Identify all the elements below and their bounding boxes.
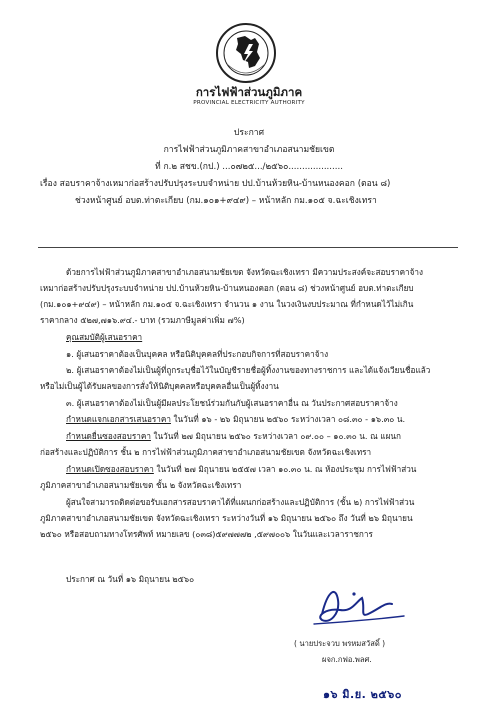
handwritten-date: ๑๖ มิ.ย. ๒๕๖๐ — [323, 688, 402, 701]
body-p1-line3: (กม.๑๐๑+๙๔๙) – หน้าหลัก กม.๑๐๕ จ.ฉะเชิงเทรา จำนวน ๑ งาน ในวงเงินงบประมาณ ที่กำหนดไว้ไม่เกิน — [40, 299, 414, 309]
docs-text: ในวันที่ ๑๖ - ๒๖ มิถุนายน ๒๕๖๐ ระหว่างเวลา ๐๘.๓๐ - ๑๖.๓๐ น. — [170, 414, 406, 424]
submit-schedule-line2: ก่อสร้างและปฏิบัติการ ชั้น ๒ การไฟฟ้าส่วนภูมิภาคสาขาอำเภอสนามชัยเขต จังหวัดฉะเชิงเทรา — [40, 447, 372, 457]
qualification-3: ๓. ผู้เสนอราคาต้องไม่เป็นผู้มีผลประโยชน์ร่วมกันกับผู้เสนอราคาอื่น ณ วันประกาศสอบราคาจ้าง — [66, 398, 398, 408]
qualification-2-line2: หรือไม่เป็นผู้ได้รับผลของการสั่งให้นิติบุคคลหรือบุคคลอื่นเป็นผู้ทิ้งงาน — [40, 381, 279, 391]
body-p1-line1: ด้วยการไฟฟ้าส่วนภูมิภาคสาขาอำเภอสนามชัยเขต จังหวัดฉะเชิงเทรา มีความประสงค์จะสอบราคาจ้าง — [66, 267, 424, 277]
contact-line2: ภูมิภาคสาขาอำเภอสนามชัยเขต จังหวัดฉะเชิงเทรา ระหว่างวันที่ ๑๖ มิถุนายน ๒๕๖๐ ถึง วันที่ ๒๖ มิถุนายน — [40, 513, 413, 523]
issuer: การไฟฟ้าส่วนภูมิภาคสาขาอำเภอสนามชัยเขต — [163, 145, 335, 155]
qualification-1: ๑. ผู้เสนอราคาต้องเป็นบุคคล หรือนิติบุคคลที่ประกอบกิจการที่สอบราคาจ้าง — [66, 349, 329, 359]
submit-text: ในวันที่ ๒๗ มิถุนายน ๒๕๖๐ ระหว่างเวลา ๐๙.๐๐ – ๑๐.๓๐ น. ณ แผนก — [150, 431, 401, 441]
document-number: ที่ ก.๒ สชข.(กป.) ...๐๗๒๕.../๒๕๖๐.................... — [155, 162, 343, 172]
open-schedule — [66, 463, 416, 476]
body-p1-line4: ราคากลาง ๕๒๗,๗๑๖.๙๔.- บาท (รวมภาษีมูลค่าเพิ่ม ๗%) — [40, 315, 245, 325]
docs-schedule — [66, 413, 405, 426]
handwritten-signature — [292, 580, 412, 632]
subject-line-2: ช่วงหน้าศูนย์ อบต.ท่าตะเกียบ (กม.๑๐๑+๙๔๙) – หน้าหลัก กม.๑๐๕ จ.ฉะเชิงเทรา — [75, 196, 377, 206]
org-name-english: PROVINCIAL ELECTRICITY AUTHORITY — [193, 100, 305, 106]
pea-logo — [215, 22, 277, 84]
contact-line3: ๒๕๖๐ หรือสอบถามทางโทรศัพท์ หมายเลข (๐๓๘)๕๙๗๗๗๒ ,๕๙๗๐๐๖ ในวันและเวลาราชการ — [40, 529, 373, 539]
qualifications-heading: คุณสมบัติผู้เสนอราคา — [66, 332, 143, 342]
body-p1-line2: เหมาก่อสร้างปรับปรุงระบบจำหน่าย ปป.บ้านห้วยหิน-บ้านหนองคอก (ตอน ๘) ช่วงหน้าศูนย์ อบต.ท่าตะเกียบ — [40, 283, 414, 293]
submit-schedule — [66, 430, 401, 443]
contact-line1: ผู้สนใจสามารถติดต่อขอรับเอกสารสอบราคาได้ที่แผนกก่อสร้างและปฏิบัติการ (ชั้น ๒) การไฟฟ้าส่วน — [66, 497, 415, 507]
divider — [38, 247, 458, 248]
open-text: ในวันที่ ๒๗ มิถุนายน ๒๕๕๗ เวลา ๑๐.๓๐ น. ณ ห้องประชุม การไฟฟ้าส่วน — [153, 464, 417, 474]
docs-label: กำหนดแจกเอกสารเสนอราคา — [66, 414, 171, 424]
qualification-2-line1: ๒. ผู้เสนอราคาต้องไม่เป็นผู้ที่ถูกระบุชื่อไว้ในบัญชีรายชื่อผู้ทิ้งงานของทางราชการ และได้แจ้งเวียนชื่อแล้ว — [66, 365, 431, 375]
open-schedule-line2: ภูมิภาคสาขาอำเภอสนามชัยเขต ชั้น ๒ จังหวัดฉะเชิงเทรา — [40, 480, 242, 490]
signatory-position: ผจก.กฟอ.พลศ. — [322, 655, 372, 664]
subject-line-1: เรื่อง สอบราคาจ้างเหมาก่อสร้างปรับปรุงระบบจำหน่าย ปป.บ้านห้วยหิน-บ้านหนองคอก (ตอน ๘) — [40, 179, 391, 189]
org-name-thai: การไฟฟ้าส่วนภูมิภาค — [195, 85, 303, 99]
announcement-title: ประกาศ — [233, 128, 265, 138]
signatory-name: ( นายประจวบ พรหมสวัสดิ์ ) — [294, 639, 386, 648]
open-label: กำหนดเปิดซองสอบราคา — [66, 464, 154, 474]
announce-date: ประกาศ ณ วันที่ ๑๖ มิถุนายน ๒๕๖๐ — [66, 574, 195, 584]
submit-label: กำหนดยื่นซองสอบราคา — [66, 431, 151, 441]
